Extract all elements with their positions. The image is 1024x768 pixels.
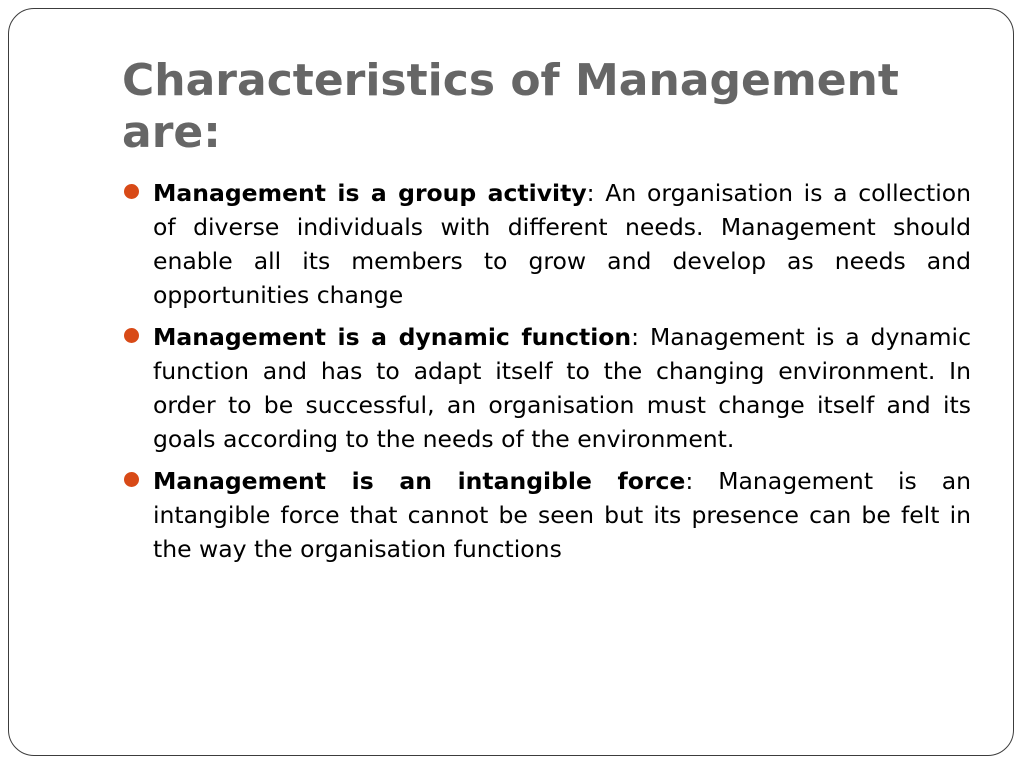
bullet-item-intangible-force [122, 464, 971, 566]
bullet-dot-icon [124, 472, 139, 487]
bullet-text: : Management is an intangible force that cannot be seen but its presence can be felt in the way the organisation functions [153, 467, 971, 563]
bullet-dot-icon [124, 184, 139, 199]
bullet-list [122, 176, 971, 574]
bullet-lead: Management is a dynamic function [153, 323, 632, 351]
bullet-lead: Management is a group activity [153, 179, 587, 207]
slide-frame [8, 8, 1014, 756]
bullet-dot-icon [124, 328, 139, 343]
bullet-text: : An organisation is a collection of diverse individuals with different needs. Management should enable all its members to grow and develop as needs and opportunities change [153, 179, 972, 309]
bullet-lead: Management is an intangible force [153, 467, 686, 495]
slide-title: Characteristics of Management are: [122, 55, 899, 158]
bullet-text: : Management is a dynamic function and has to adapt itself to the changing environment. In order to be successful, an organisation must change itself and its goals according to the needs of the environment. [153, 323, 971, 453]
bullet-item-group-activity [122, 176, 971, 312]
bullet-item-dynamic-function [122, 320, 971, 456]
